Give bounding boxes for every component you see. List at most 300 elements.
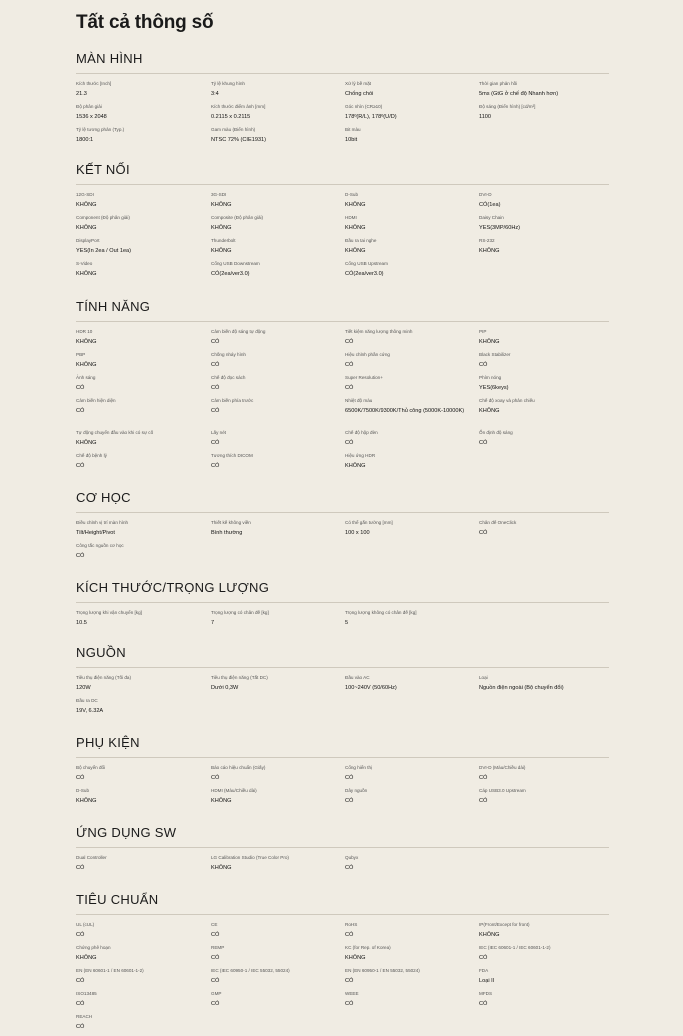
spec-item	[211, 237, 345, 260]
spec-value: KHÔNG	[345, 463, 366, 469]
spec-value: 0.2115 x 0.2115	[211, 114, 251, 120]
spec-item	[76, 126, 211, 149]
spec-item	[76, 944, 211, 967]
spec-value: KHÔNG	[76, 362, 97, 368]
spec-item	[76, 854, 211, 877]
spec-label: Hiệu chỉnh phần cứng	[345, 352, 390, 357]
spec-value: KHÔNG	[345, 202, 366, 208]
spec-item	[211, 609, 345, 632]
section-phu-kien	[76, 734, 607, 810]
spec-label: RS-232	[479, 238, 495, 243]
spec-item	[345, 328, 479, 351]
spec-value: KHÔNG	[211, 202, 232, 208]
spec-label: Nhiệt độ màu	[345, 398, 373, 403]
spec-value: CÓ	[345, 798, 354, 804]
spec-item	[479, 237, 609, 260]
spec-item	[76, 214, 211, 237]
spec-item	[211, 80, 345, 103]
spec-item	[76, 967, 211, 990]
section-title: PHỤ KIỆN	[76, 735, 140, 750]
spec-label: Công tắc nguồn cơ học	[76, 543, 124, 548]
spec-label: Tỷ lệ khung hình	[211, 81, 245, 86]
spec-value: KHÔNG	[76, 339, 97, 345]
spec-label: Cảm biến hiện diện	[76, 398, 116, 403]
spec-label: ISO13485	[76, 991, 97, 996]
spec-value: Loại II	[479, 978, 495, 984]
section-title: KÍCH THƯỚC/TRỌNG LƯỢNG	[76, 580, 270, 595]
spec-label: Composite (Độ phân giải)	[211, 215, 264, 220]
spec-value: CÓ	[479, 955, 488, 961]
spec-label: Super Resolution+	[345, 375, 383, 380]
section-nguon	[76, 644, 607, 720]
spec-item	[211, 764, 345, 787]
spec-value: 19V, 6.32A	[76, 708, 104, 714]
spec-value: CÓ	[211, 339, 220, 345]
spec-label: Đầu ra tai nghe	[345, 238, 377, 243]
section-divider	[76, 321, 609, 322]
spec-value: CÓ	[479, 362, 488, 368]
spec-value: KHÔNG	[479, 248, 500, 254]
spec-label: Tiêu thụ điện năng (Tắt DC)	[211, 675, 268, 680]
spec-label: IP(Front/Except for front)	[479, 922, 530, 927]
spec-item	[211, 452, 345, 475]
spec-label: PIP	[479, 329, 487, 334]
spec-value: CÓ	[211, 978, 220, 984]
spec-value: Bình thường	[211, 530, 243, 536]
spec-label: Cổng hiển thị	[345, 765, 373, 770]
spec-item	[345, 80, 479, 103]
spec-value: YES(6keys)	[479, 385, 509, 391]
spec-label: IEC (IEC 60950-1 / IEC 55032, 55024)	[211, 968, 290, 973]
spec-label: Ảnh sáng	[76, 375, 96, 380]
spec-label: Chế độ hộp đèn	[345, 430, 378, 435]
section-tieu-chuan	[76, 891, 607, 1036]
spec-label: Phím nóng	[479, 375, 502, 380]
spec-label: Ổn định độ sáng	[479, 430, 513, 435]
spec-value: KHÔNG	[479, 932, 500, 938]
spec-item	[76, 374, 211, 397]
spec-value: 1800:1	[76, 137, 94, 143]
spec-value: CÓ	[345, 775, 354, 781]
spec-value: YES(In 2ea / Out 1ea)	[76, 248, 132, 254]
spec-item	[345, 854, 479, 877]
spec-item	[76, 328, 211, 351]
spec-value: CÓ	[76, 463, 85, 469]
spec-value: CÓ	[345, 362, 354, 368]
spec-item	[345, 921, 479, 944]
spec-value: CÓ	[76, 553, 85, 559]
spec-item	[479, 328, 609, 351]
spec-item	[479, 374, 609, 397]
spec-label: Cổng USB Downstream	[211, 261, 260, 266]
spec-item	[211, 674, 345, 697]
spec-label: FDA	[479, 968, 489, 973]
spec-label: Gam màu (Điển hình)	[211, 127, 256, 132]
spec-value: 178º(R/L), 178º(U/D)	[345, 114, 397, 120]
spec-label: Xử lý bề mặt	[345, 81, 372, 86]
spec-label: 12G-SDI	[76, 192, 94, 197]
spec-value: Dưới 0,3W	[211, 685, 239, 691]
spec-value: CÓ	[76, 408, 85, 414]
spec-value: 10.5	[76, 620, 87, 626]
spec-value: CÓ	[479, 775, 488, 781]
spec-item	[211, 429, 345, 452]
spec-label: Bit màu	[345, 127, 361, 132]
section-divider	[76, 184, 609, 185]
spec-item	[76, 921, 211, 944]
spec-item	[479, 80, 609, 103]
section-divider	[76, 512, 609, 513]
spec-label: Trọng lượng có chân đế [kg]	[211, 610, 269, 615]
spec-label: MFDS	[479, 991, 493, 996]
section-title: KẾT NỐI	[76, 162, 130, 177]
spec-item	[76, 519, 211, 542]
spec-value: 100~240V (50/60Hz)	[345, 685, 397, 691]
spec-value: 21.3	[76, 91, 87, 97]
spec-item	[345, 967, 479, 990]
spec-value: CÓ	[211, 440, 220, 446]
spec-value: YES(3MP/60Hz)	[479, 225, 521, 231]
spec-value: NTSC 72% (CIE1931)	[211, 137, 267, 143]
section-title: CƠ HỌC	[76, 490, 131, 505]
spec-value: CÓ	[211, 1001, 220, 1007]
spec-value: CÓ	[345, 1001, 354, 1007]
spec-value: CÓ	[76, 385, 85, 391]
spec-item	[345, 237, 479, 260]
spec-grid	[76, 328, 607, 475]
section-divider	[76, 602, 609, 603]
section-man-hinh	[76, 50, 607, 149]
spec-grid	[76, 80, 607, 149]
spec-item	[479, 191, 609, 214]
spec-value: CÓ	[211, 775, 220, 781]
spec-value: CÓ	[211, 955, 220, 961]
spec-item	[479, 944, 609, 967]
spec-item	[76, 452, 211, 475]
spec-label: Thiết kế không viền	[211, 520, 251, 525]
spec-item	[211, 921, 345, 944]
spec-value: KHÔNG	[76, 440, 97, 446]
spec-value: CÓ	[211, 385, 220, 391]
spec-label: GMP	[211, 991, 222, 996]
section-ung-dung	[76, 824, 607, 877]
spec-item	[479, 103, 609, 126]
spec-item	[211, 351, 345, 374]
spec-label: Cảm biến độ sáng tự động	[211, 329, 266, 334]
spec-value: 10bit	[345, 137, 358, 143]
spec-value: KHÔNG	[345, 248, 366, 254]
spec-item	[76, 191, 211, 214]
spec-value: CÓ	[345, 932, 354, 938]
section-title: NGUỒN	[76, 645, 126, 660]
spec-value: KHÔNG	[211, 225, 232, 231]
spec-item	[76, 80, 211, 103]
spec-label: Chế độ xoay và phản chiếu	[479, 398, 535, 403]
spec-value: KHÔNG	[76, 271, 97, 277]
spec-item	[345, 519, 479, 542]
spec-label: Chứng phê hoạn	[76, 945, 111, 950]
spec-item	[211, 944, 345, 967]
spec-value: 3:4	[211, 91, 219, 97]
spec-label: D-Sub	[76, 788, 90, 793]
spec-label: Tự động chuyển đầu vào khi có sự cố	[76, 430, 154, 435]
spec-item	[76, 237, 211, 260]
spec-value: CÓ	[479, 530, 488, 536]
spec-label: Báo cáo hiệu chuẩn (Giấy)	[211, 765, 266, 770]
spec-item	[479, 674, 609, 697]
spec-label: CE	[211, 922, 218, 927]
spec-label: RoHS	[345, 922, 358, 927]
spec-value: CÓ	[76, 1001, 85, 1007]
spec-label: Tiết kiệm năng lượng thông minh	[345, 329, 413, 334]
spec-label: Kích thước [Inch]	[76, 81, 112, 86]
spec-item	[211, 967, 345, 990]
spec-item	[345, 990, 479, 1013]
spec-value: KHÔNG	[211, 865, 232, 871]
spec-label: Chế độ đọc sách	[211, 375, 246, 380]
spec-label: Chế độ bệnh lý	[76, 453, 107, 458]
spec-value: 1536 x 2048	[76, 114, 107, 120]
spec-item	[479, 967, 609, 990]
spec-item	[345, 126, 479, 149]
spec-value: Nguồn điện ngoài (Bộ chuyển đổi)	[479, 685, 564, 691]
spec-label: KC (for Rep. of Korea)	[345, 945, 391, 950]
spec-label: Black Stabilizer	[479, 352, 511, 357]
spec-item	[479, 519, 609, 542]
spec-item	[479, 921, 609, 944]
spec-item	[76, 787, 211, 810]
spec-label: PBP	[76, 352, 86, 357]
spec-label: Kích thước điểm ảnh [mm]	[211, 104, 266, 109]
spec-value: 1100	[479, 114, 492, 120]
spec-label: Chống nháy hình	[211, 352, 246, 357]
spec-item	[345, 609, 479, 632]
spec-sections	[76, 50, 607, 1036]
spec-value: KHÔNG	[76, 955, 97, 961]
spec-item	[211, 787, 345, 810]
section-co-hoc	[76, 489, 607, 565]
spec-item	[211, 854, 345, 877]
spec-value: KHÔNG	[211, 798, 232, 804]
spec-label: UL (cUL)	[76, 922, 95, 927]
spec-value: Tilt/Height/Pivot	[76, 530, 115, 536]
spec-item	[345, 103, 479, 126]
spec-item	[345, 260, 479, 283]
page-title: Tất cả thông số	[76, 12, 214, 33]
spec-value: 6500K/7500K/9300K/Thủ công (5000K-10000K)	[345, 408, 465, 414]
spec-item	[345, 429, 479, 452]
spec-label: S-Video	[76, 261, 93, 266]
spec-item	[76, 990, 211, 1013]
spec-label: Độ phân giải	[76, 104, 102, 109]
spec-item	[211, 126, 345, 149]
spec-item	[76, 260, 211, 283]
spec-item	[211, 328, 345, 351]
spec-item	[479, 764, 609, 787]
spec-item	[211, 374, 345, 397]
spec-label: Qubyx	[345, 855, 359, 860]
spec-label: Dây nguồn	[345, 788, 368, 793]
spec-item	[211, 191, 345, 214]
spec-value: CÓ	[345, 865, 354, 871]
section-divider	[76, 757, 609, 758]
spec-value: CÓ	[479, 798, 488, 804]
spec-item	[345, 397, 479, 429]
spec-label: Cổng USB Upstream	[345, 261, 388, 266]
section-divider	[76, 914, 609, 915]
spec-label: Có thể gắn tường [mm]	[345, 520, 393, 525]
spec-label: DisplayPort	[76, 238, 100, 243]
spec-value: 120W	[76, 685, 91, 691]
spec-value: CÓ	[76, 775, 85, 781]
section-title: ỨNG DỤNG SW	[76, 825, 177, 840]
spec-value: KHÔNG	[76, 202, 97, 208]
section-divider	[76, 667, 609, 668]
spec-item	[76, 1013, 211, 1036]
spec-label: HDMI (Màu/Chiều dài)	[211, 788, 257, 793]
spec-value: 5ms (GtG ở chế độ Nhanh hơn)	[479, 91, 559, 97]
spec-label: REMP	[211, 945, 225, 950]
spec-item	[76, 609, 211, 632]
spec-value: KHÔNG	[479, 408, 500, 414]
spec-item	[479, 397, 609, 420]
spec-value: CÓ(2ea/ver3.0)	[345, 271, 384, 277]
spec-label: HDR 10	[76, 329, 93, 334]
spec-label: Đầu ra DC	[76, 698, 98, 703]
spec-item	[211, 990, 345, 1013]
section-kich-thuoc	[76, 579, 607, 632]
spec-label: Tương thích DICOM	[211, 453, 253, 458]
section-divider	[76, 847, 609, 848]
spec-item	[211, 103, 345, 126]
spec-value: KHÔNG	[345, 955, 366, 961]
spec-item	[479, 429, 609, 452]
spec-grid	[76, 921, 607, 1036]
section-ket-noi	[76, 161, 607, 283]
spec-label: Dual Controller	[76, 855, 107, 860]
spec-label: EN (EN 60601-1 / EN 60601-1-2)	[76, 968, 144, 973]
spec-label: Trọng lượng khi vận chuyển [kg]	[76, 610, 142, 615]
spec-item	[345, 214, 479, 237]
spec-value: KHÔNG	[76, 798, 97, 804]
spec-grid	[76, 764, 607, 810]
spec-item	[479, 990, 609, 1013]
spec-item	[76, 674, 211, 697]
spec-grid	[76, 674, 607, 720]
spec-item	[345, 191, 479, 214]
spec-value: CÓ	[479, 1001, 488, 1007]
spec-item	[345, 944, 479, 967]
spec-item	[345, 787, 479, 810]
spec-value: CÓ	[345, 440, 354, 446]
section-title: MÀN HÌNH	[76, 51, 143, 66]
spec-label: 3G-SDI	[211, 192, 227, 197]
spec-value: CÓ	[211, 362, 220, 368]
spec-value: KHÔNG	[479, 339, 500, 345]
section-tinh-nang	[76, 298, 607, 475]
spec-label: LG Calibration Studio (True Color Pro)	[211, 855, 289, 860]
spec-label: Góc nhìn (CR≥10)	[345, 104, 383, 109]
spec-value: CÓ	[76, 865, 85, 871]
spec-label: Thời gian phản hồi	[479, 81, 518, 86]
spec-label: HDMI	[345, 215, 357, 220]
spec-value: CÓ	[76, 932, 85, 938]
spec-item	[76, 764, 211, 787]
spec-item	[211, 260, 345, 283]
spec-label: Component (Độ phân giải)	[76, 215, 130, 220]
spec-item	[76, 429, 211, 452]
spec-grid	[76, 191, 607, 283]
spec-value: CÓ	[211, 408, 220, 414]
spec-value: KHÔNG	[76, 225, 97, 231]
spec-label: Daisy Chain	[479, 215, 504, 220]
spec-value: CÓ	[345, 385, 354, 391]
spec-item	[479, 214, 609, 237]
spec-label: REACH	[76, 1014, 93, 1019]
spec-value: 100 x 100	[345, 530, 370, 536]
spec-label: Tỷ lệ tương phản (Typ.)	[76, 127, 125, 132]
spec-value: CÓ(2ea/ver3.0)	[211, 271, 250, 277]
spec-label: IEC (IEC 60601-1 / IEC 60601-1-2)	[479, 945, 551, 950]
spec-label: Thunderbolt	[211, 238, 236, 243]
spec-label: Cảm biến phía trước	[211, 398, 254, 403]
spec-item	[345, 351, 479, 374]
spec-label: Điều chỉnh vị trí màn hình	[76, 520, 129, 525]
spec-label: Tiêu thụ điện năng (Tối đa)	[76, 675, 131, 680]
spec-value: 7	[211, 620, 215, 626]
spec-item	[211, 214, 345, 237]
spec-grid	[76, 519, 607, 565]
spec-label: Cáp USB3.0 Upstream	[479, 788, 526, 793]
spec-value: KHÔNG	[211, 248, 232, 254]
spec-label: DVI-D	[479, 192, 492, 197]
spec-value: CÓ	[479, 440, 488, 446]
section-title: TIÊU CHUẨN	[76, 892, 159, 907]
spec-value: CÓ	[76, 1024, 85, 1030]
spec-label: D-Sub	[345, 192, 359, 197]
spec-item	[76, 697, 211, 720]
spec-item	[345, 674, 479, 697]
spec-item	[76, 397, 211, 420]
spec-value: CÓ(1ea)	[479, 202, 501, 208]
spec-label: Chân đế OneClick	[479, 520, 517, 525]
spec-value: CÓ	[211, 932, 220, 938]
spec-item	[345, 374, 479, 397]
spec-item	[479, 351, 609, 374]
spec-item	[76, 542, 211, 565]
spec-label: Độ sáng (Điển hình) [cd/m²]	[479, 104, 536, 109]
spec-value: 5	[345, 620, 349, 626]
spec-label: EN (EN 60950-1 / EN 55032, 55024)	[345, 968, 420, 973]
spec-item	[479, 787, 609, 810]
section-title: TÍNH NĂNG	[76, 299, 151, 314]
spec-item	[211, 519, 345, 542]
spec-label: Đầu vào AC	[345, 675, 370, 680]
spec-value: CÓ	[345, 978, 354, 984]
spec-item	[345, 764, 479, 787]
spec-item	[345, 452, 479, 475]
spec-label: Bộ chuyển đổi	[76, 765, 106, 770]
spec-grid	[76, 854, 607, 877]
spec-label: Trọng lượng không có chân đế [kg]	[345, 610, 417, 615]
spec-grid	[76, 609, 607, 632]
spec-item	[76, 351, 211, 374]
spec-value: KHÔNG	[345, 225, 366, 231]
spec-label: Loại	[479, 675, 488, 680]
section-divider	[76, 73, 609, 74]
spec-value: CÓ	[76, 978, 85, 984]
spec-label: WEEE	[345, 991, 359, 996]
